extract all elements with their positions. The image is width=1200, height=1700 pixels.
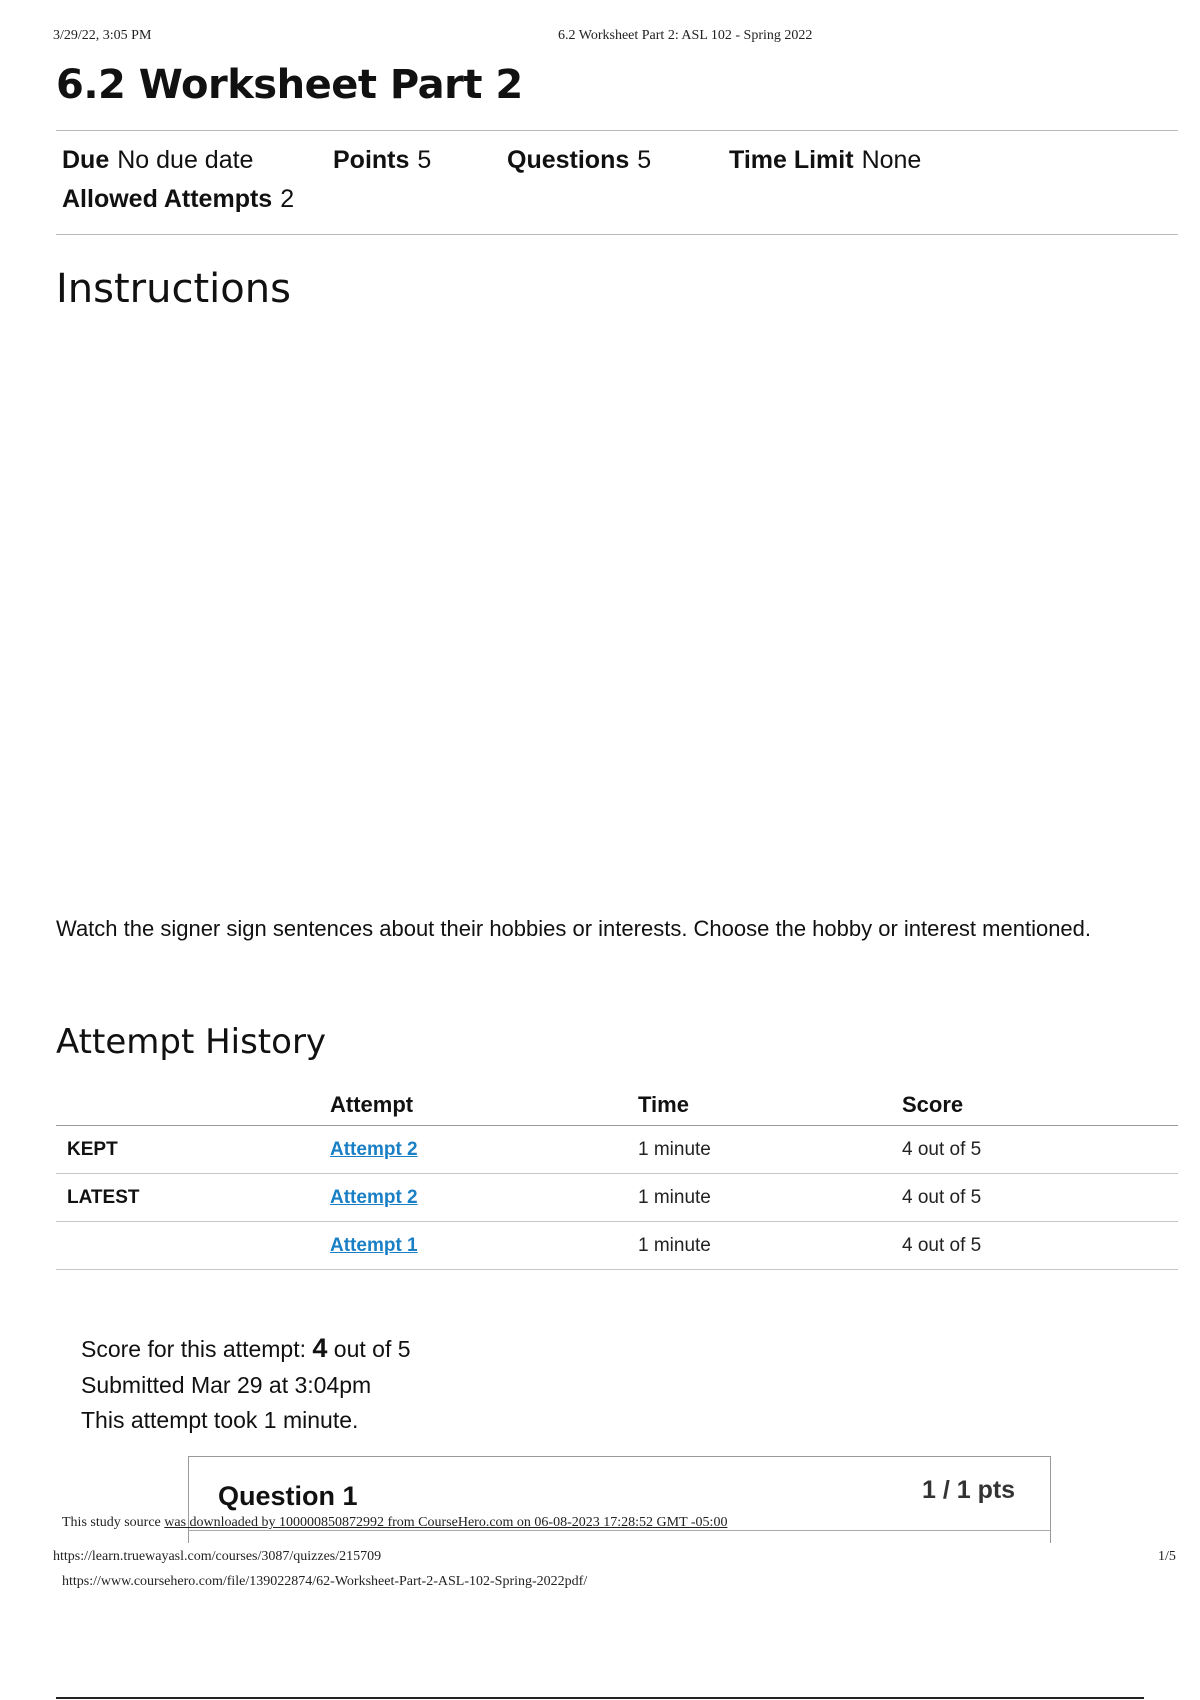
attempt-history-table	[56, 1085, 1178, 1270]
meta-attempts-label: Allowed Attempts	[62, 185, 273, 213]
page-number: 1/5	[1158, 1549, 1176, 1564]
meta-questions	[507, 146, 651, 175]
row-label: KEPT	[56, 1126, 330, 1174]
column-header	[56, 1085, 330, 1126]
meta-questions-value: 5	[637, 146, 652, 174]
meta-questions-label: Questions	[507, 146, 630, 174]
attempt-time: 1 minute	[638, 1174, 902, 1222]
meta-due	[62, 146, 253, 175]
attempt-link[interactable]: Attempt 1	[330, 1234, 418, 1256]
submitted-time: Submitted Mar 29 at 3:04pm	[81, 1372, 372, 1398]
bottom-divider	[56, 1697, 1144, 1699]
meta-due-value: No due date	[117, 146, 254, 174]
question-points: 1 / 1 pts	[922, 1476, 1016, 1504]
column-header-attempt: Attempt	[330, 1085, 638, 1126]
print-timestamp: 3/29/22, 3:05 PM	[53, 28, 152, 43]
attempt-link[interactable]: Attempt 2	[330, 1186, 418, 1208]
attempt-time: 1 minute	[638, 1222, 902, 1270]
attempt-link[interactable]: Attempt 2	[330, 1138, 418, 1160]
meta-points	[333, 146, 431, 175]
score-prefix: Score for this attempt:	[81, 1336, 313, 1362]
meta-time-limit	[729, 146, 921, 175]
attempt-score: 4 out of 5	[902, 1126, 1178, 1174]
meta-points-value: 5	[417, 146, 432, 174]
score-value: 4	[312, 1333, 328, 1363]
footer-url: https://learn.truewayasl.com/courses/3087/quizzes/215709	[53, 1549, 382, 1564]
divider	[56, 234, 1178, 235]
instructions-heading: Instructions	[56, 266, 291, 312]
meta-attempts-value: 2	[280, 185, 295, 213]
meta-due-label: Due	[62, 146, 110, 174]
column-header-score: Score	[902, 1085, 1178, 1126]
instructions-text: Watch the signer sign sentences about their hobbies or interests. Choose the hobby or interest mentioned.	[56, 916, 1092, 941]
attempt-score: 4 out of 5	[902, 1222, 1178, 1270]
meta-allowed-attempts	[62, 185, 294, 214]
meta-time-value: None	[861, 146, 922, 174]
table-header-row	[56, 1085, 1178, 1126]
attempt-score: 4 out of 5	[902, 1174, 1178, 1222]
study-source-link[interactable]: was downloaded by 100000850872992 from CourseHero.com on 06-08-2023 17:28:52 GMT -05:00	[164, 1515, 728, 1530]
coursehero-url: https://www.coursehero.com/file/139022874/62-Worksheet-Part-2-ASL-102-Spring-2022pdf/	[62, 1574, 588, 1589]
question-title: Question 1	[218, 1481, 358, 1511]
study-source-prefix: This study source	[62, 1515, 165, 1530]
meta-points-label: Points	[333, 146, 410, 174]
column-header-time: Time	[638, 1085, 902, 1126]
divider	[56, 130, 1178, 131]
study-source-note	[62, 1515, 727, 1531]
print-doc-title: 6.2 Worksheet Part 2: ASL 102 - Spring 2022	[558, 28, 813, 43]
table-row	[56, 1174, 1178, 1222]
attempt-duration: This attempt took 1 minute.	[81, 1407, 359, 1433]
attempt-time: 1 minute	[638, 1126, 902, 1174]
attempt-history-heading: Attempt History	[56, 1022, 327, 1062]
table-row	[56, 1126, 1178, 1174]
attempt-score-summary	[81, 1333, 411, 1364]
score-suffix: out of 5	[327, 1336, 411, 1362]
row-label: LATEST	[56, 1174, 330, 1222]
meta-time-label: Time Limit	[729, 146, 854, 174]
table-row	[56, 1222, 1178, 1270]
page-title: 6.2 Worksheet Part 2	[56, 62, 523, 108]
row-label	[56, 1222, 330, 1270]
